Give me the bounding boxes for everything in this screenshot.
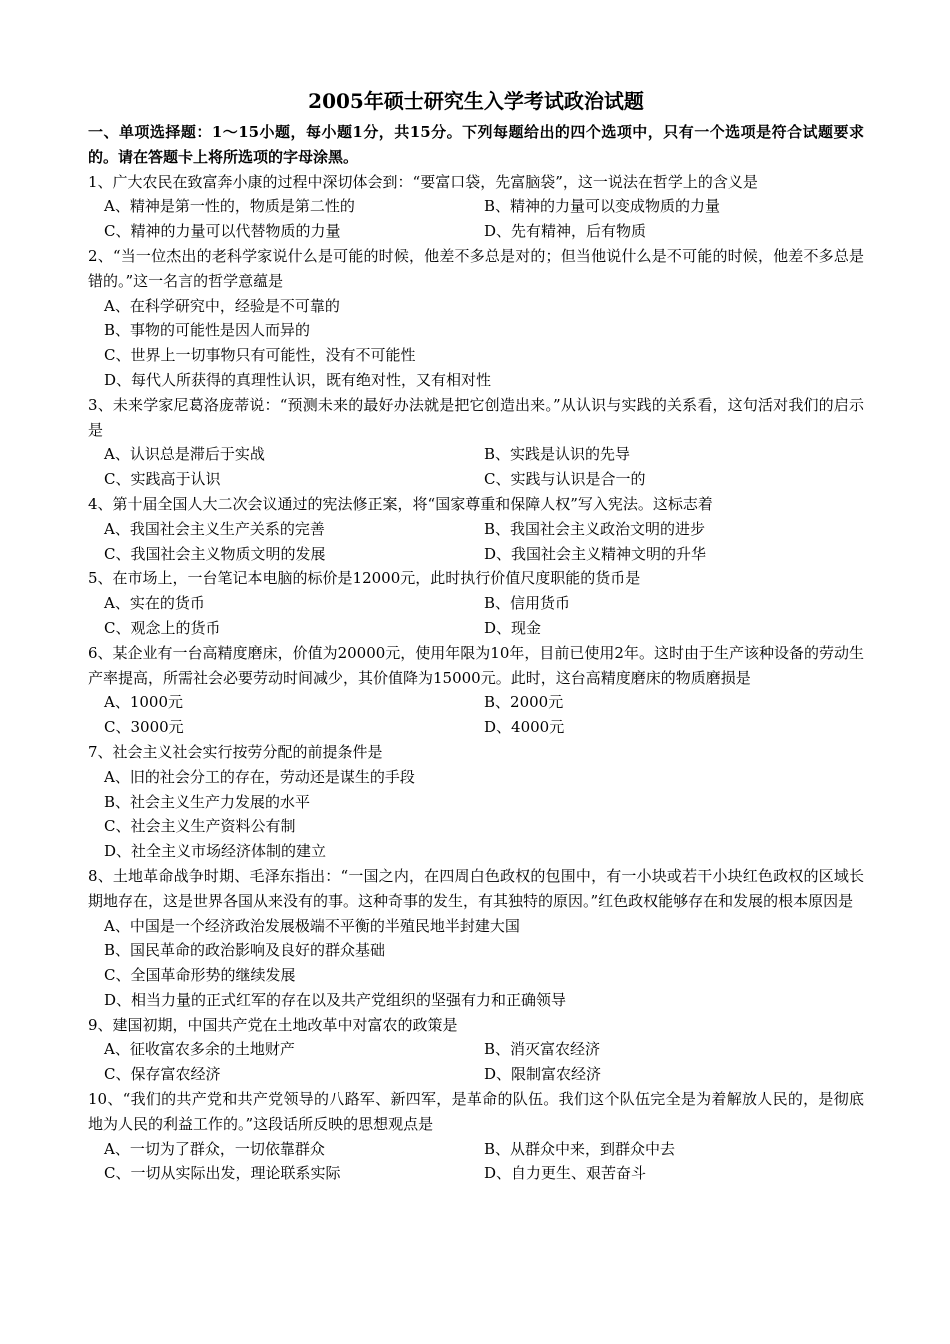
question-list <box>88 170 864 1187</box>
answer-option: A、1000元 <box>104 693 184 712</box>
answer-option: D、社全主义市场经济体制的建立 <box>104 842 327 861</box>
option-list <box>88 914 864 1013</box>
question-stem: 8、土地革命战争时期、毛泽东指出：“一国之内，在四周白色政权的包围中，有一小块或若干小块红色政权的区域长期地存在，这是世界各国从来没有的事。这种奇事的发生，有其独特的原因。”红色政权能够存在和发展的根本原因是 <box>88 866 864 910</box>
answer-option: C、实践高于认识 <box>104 470 221 489</box>
answer-option: C、3000元 <box>104 718 184 737</box>
answer-option: B、实践是认识的先导 <box>484 445 631 464</box>
answer-option: B、国民革命的政治影响及良好的群众基础 <box>104 941 386 960</box>
option-list <box>88 517 864 567</box>
answer-option: B、事物的可能性是因人而异的 <box>104 321 311 340</box>
question-stem: 5、在市场上，一台笔记本电脑的标价是12000元，此时执行价值尺度职能的货币是 <box>88 569 641 588</box>
answer-option: C、保存富农经济 <box>104 1065 221 1084</box>
question-1 <box>88 170 864 244</box>
answer-option: B、从群众中来，到群众中去 <box>484 1139 676 1158</box>
answer-option: B、消灭富农经济 <box>484 1040 601 1059</box>
option-list <box>88 442 864 492</box>
answer-option: B、2000元 <box>484 693 564 712</box>
question-stem: 7、社会主义社会实行按劳分配的前提条件是 <box>88 742 383 761</box>
answer-option: D、每代人所获得的真理性认识，既有绝对性，又有相对性 <box>104 370 492 389</box>
page-title: 2005年硕士研究生入学考试政治试题 <box>308 89 644 113</box>
question-stem: 3、未来学家尼葛洛庞蒂说：“预测未来的最好办法就是把它创造出来。”从认识与实践的关系看，这句活对我们的启示是 <box>88 395 864 439</box>
answer-option: A、征收富农多余的土地财产 <box>104 1040 295 1059</box>
question-8 <box>88 864 864 1013</box>
answer-option: A、在科学研究中，经验是不可靠的 <box>104 296 340 315</box>
answer-option: A、中国是一个经济政治发展极端不平衡的半殖民地半封建大国 <box>104 916 520 935</box>
answer-option: D、我国社会主义精神文明的升华 <box>484 544 707 563</box>
answer-option: B、信用货币 <box>484 594 571 613</box>
answer-option: D、相当力量的正式红军的存在以及共产党组织的坚强有力和正确领导 <box>104 990 567 1009</box>
option-list <box>88 294 864 393</box>
answer-option: C、一切从实际出发，理论联系实际 <box>104 1164 341 1183</box>
question-6 <box>88 641 864 740</box>
question-7 <box>88 740 864 864</box>
answer-option: A、旧的社会分工的存在，劳动还是谋生的手段 <box>104 767 415 786</box>
question-10 <box>88 1087 864 1186</box>
question-3 <box>88 393 864 492</box>
question-5 <box>88 566 864 640</box>
option-list <box>88 1037 864 1087</box>
question-9 <box>88 1013 864 1087</box>
option-list <box>88 690 864 740</box>
answer-option: C、实践与认识是合一的 <box>484 470 646 489</box>
answer-option: B、精神的力量可以变成物质的力量 <box>484 197 721 216</box>
section-instructions: 一、单项选择题：1～15小题，每小题1分，共15分。下列每题给出的四个选项中，只有一个选项是符合试题要求的。请在答题卡上将所选项的字母涂黑。 <box>88 123 864 166</box>
answer-option: C、精神的力量可以代替物质的力量 <box>104 222 341 241</box>
question-stem: 2、“当一位杰出的老科学家说什么是可能的时候，他差不多总是对的；但当他说什么是不可能的时候，他差不多总是错的。”这一名言的哲学意蕴是 <box>88 246 864 290</box>
answer-option: D、限制富农经济 <box>484 1065 602 1084</box>
answer-option: A、精神是第一性的，物质是第二性的 <box>104 197 355 216</box>
answer-option: C、全国革命形势的继续发展 <box>104 966 296 985</box>
answer-option: A、我国社会主义生产关系的完善 <box>104 519 325 538</box>
answer-option: D、现金 <box>484 618 542 637</box>
option-list <box>88 591 864 641</box>
question-stem: 4、第十届全国人大二次会议通过的宪法修正案，将“国家尊重和保障人权”写入宪法。这标志着 <box>88 494 713 513</box>
option-list <box>88 194 864 244</box>
answer-option: D、自力更生、艰苦奋斗 <box>484 1164 647 1183</box>
answer-option: A、一切为了群众，一切依靠群众 <box>104 1139 325 1158</box>
answer-option: A、实在的货币 <box>104 594 205 613</box>
option-list <box>88 1137 864 1187</box>
answer-option: C、我国社会主义物质文明的发展 <box>104 544 326 563</box>
answer-option: D、4000元 <box>484 718 565 737</box>
answer-option: C、社会主义生产资料公有制 <box>104 817 296 836</box>
question-stem: 6、某企业有一台高精度磨床，价值为20000元，使用年限为10年，目前已使用2年。这时由于生产该种设备的劳动生产率提高，所需社会必要劳动时间减少，其价值降为15000元。此时，这台高精度磨床的物质磨损是 <box>88 643 864 687</box>
answer-option: C、世界上一切事物只有可能性，没有不可能性 <box>104 346 416 365</box>
question-stem: 10、“我们的共产党和共产党领导的八路军、新四军，是革命的队伍。我们这个队伍完全是为着解放人民的，是彻底地为人民的利益工作的。”这段话所反映的思想观点是 <box>88 1090 864 1133</box>
question-stem: 1、广大农民在致富奔小康的过程中深切体会到：“要富口袋，先富脑袋”，这一说法在哲学上的含义是 <box>88 172 758 191</box>
question-2 <box>88 244 864 393</box>
answer-option: B、社会主义生产力发展的水平 <box>104 792 311 811</box>
question-stem: 9、建国初期，中国共产党在土地改革中对富农的政策是 <box>88 1015 458 1034</box>
question-4 <box>88 492 864 566</box>
answer-option: C、观念上的货币 <box>104 618 221 637</box>
option-list <box>88 765 864 864</box>
answer-option: D、先有精神，后有物质 <box>484 222 647 241</box>
exam-page <box>88 86 864 1186</box>
answer-option: B、我国社会主义政治文明的进步 <box>484 519 706 538</box>
answer-option: A、认识总是滞后于实战 <box>104 445 265 464</box>
